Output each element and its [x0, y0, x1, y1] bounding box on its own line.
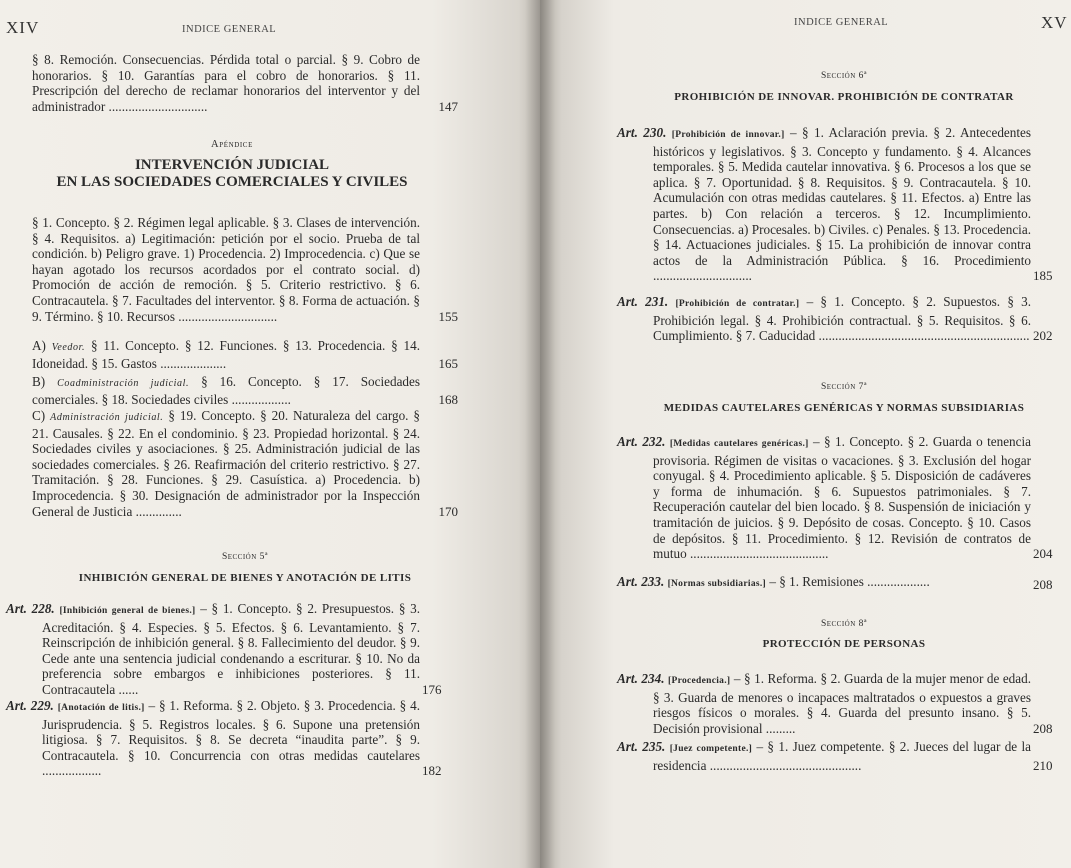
- section-title: PROHIBICIÓN DE INNOVAR. PROHIBICIÓN DE CONTRATAR: [674, 91, 1014, 103]
- appendix-label: Apéndice: [211, 139, 253, 150]
- sub-title: Veedor.: [51, 342, 86, 353]
- entry-text: – § 1. Remisiones ...................: [769, 574, 930, 589]
- section-label: Sección 7ª: [820, 382, 868, 392]
- article-number: 228.: [31, 601, 55, 616]
- article-label: Art.: [6, 601, 27, 616]
- sub-marker: C): [32, 408, 46, 423]
- article-number: 232.: [642, 434, 666, 449]
- section-label: Sección 6ª: [820, 71, 868, 81]
- entry-text: § 16. Concepto. § 17. Sociedades comerciales. § 18. Sociedades civiles ..................: [32, 374, 421, 407]
- entry-text: – § 1. Concepto. § 2. Guarda o tenencia provisoria. Régimen de visitas o vacaciones. § 3. Exclusión del hogar conyugal. § 4. Procedimiento aplicable. § 5. Disposición de cadáveres y forma de inhumación. § 6. Supuestos patrimoniales. § 7. Recuperación cautelar del bien locado. § 8. Suspensión de iniciación y tramitación de juicios. § 9. Depósito de cosas. Concepto. § 10. Casos de depósitos. § 11. Procedimiento. § 12. Revisión de contratos de mutuo ..........................................: [653, 434, 1032, 562]
- entry-text: – § 1. Concepto. § 2. Presupuestos. § 3. Acreditación. § 4. Especies. § 5. Efectos. § 6. Levantamiento. § 7. Reinscripción de inhibición general. § 8. Fallecimiento del deudor. § 9. Cede ante una sentencia judicial condenando a escriturar. § 10. No da preferencia sobre embargos e inhibiciones posteriores. § 11. Contracautela ......: [42, 601, 421, 697]
- entry-page: 155: [438, 308, 458, 324]
- section-label: Sección 8ª: [820, 619, 868, 629]
- entry-text: – § 1. Aclaración previa. § 2. Antecedentes históricos y legislativos. § 3. Concepto y fundamento. § 4. Alcances temporales. § 5. Medida cautelar innovativa. § 6. Procesos a los que se aplica. § 7. Oportunidad. § 8. Requisitos. § 9. Contracautela. § 10. Acumulación con otras medidas cautelares. § 11. Efectos. a) Entre las partes. b) Con relación a terceros. § 12. Incumplimiento. Consecuencias. a) Procesales. b) Civiles. c) Penales. § 13. Procedencia. § 14. Actuaciones judiciales. § 15. La prohibición de innovar contra actos de la Administración Pública. § 16. Procedimiento ..............................: [653, 125, 1032, 284]
- right-page: [540, 0, 1071, 868]
- entry-page: 168: [438, 391, 458, 407]
- entry-page: 165: [438, 355, 458, 371]
- sub-marker: B): [32, 374, 46, 389]
- toc-entry: Art. 231. [Prohibición de contratar.] – § 1. Concepto. § 2. Supuestos. § 3. Prohibición legal. § 4. Prohibición contractual. § 5. Requisitos. § 6. Cumplimiento. § 7. Caducidad ................................................................ 202: [617, 294, 1053, 344]
- article-label: Art.: [617, 574, 638, 589]
- toc-entry: Art. 228. [Inhibición general de bienes.] – § 1. Concepto. § 2. Presupuestos. § 3. Acreditación. § 4. Especies. § 5. Efectos. § 6. Levantamiento. § 7. Reinscripción de inhibición general. § 8. Fallecimiento del deudor. § 9. Cede ante una sentencia judicial condenando a escriturar. § 10. No da preferencia sobre embargos e inhibiciones posteriores. § 11. Contracautela ...... 176: [6, 601, 442, 697]
- section-title: MEDIDAS CAUTELARES GENÉRICAS Y NORMAS SUBSIDIARIAS: [663, 402, 1025, 414]
- toc-entry: [32, 374, 458, 407]
- entry-text: § 11. Concepto. § 12. Funciones. § 13. Procedencia. § 14. Idoneidad. § 15. Gastos ....................: [32, 338, 421, 371]
- article-number: 234.: [641, 671, 665, 686]
- toc-entry: Art. 230. [Prohibición de innovar.] – § 1. Aclaración previa. § 2. Antecedentes históricos y legislativos. § 3. Concepto y fundamento. § 4. Alcances temporales. § 5. Medida cautelar innovativa. § 6. Procesos a los que se aplica. § 7. Oportunidad. § 8. Requisitos. § 9. Contracautela. § 10. Acumulación con otras medidas cautelares. § 11. Efectos. a) Entre las partes. b) Con relación a terceros. § 12. Incumplimiento. Consecuencias. a) Procesales. b) Civiles. c) Penales. § 13. Procedencia. § 14. Actuaciones judiciales. § 15. La prohibición de innovar contra actos de la Administración Pública. § 16. Procedimiento .............................. 185: [617, 125, 1053, 284]
- article-tag: [Prohibición de innovar.]: [671, 130, 785, 140]
- appendix-title-line-2: EN LAS SOCIEDADES COMERCIALES Y CIVILES: [56, 174, 408, 190]
- running-title: INDICE GENERAL: [182, 24, 277, 35]
- article-number: 229.: [30, 698, 54, 713]
- section-title: PROTECCIÓN DE PERSONAS: [762, 638, 926, 650]
- sub-title: Administración judicial.: [50, 412, 164, 423]
- section-title: INHIBICIÓN GENERAL DE BIENES Y ANOTACIÓN DE LITIS: [78, 572, 412, 584]
- toc-entry: Art. 232. [Medidas cautelares genéricas.] – § 1. Concepto. § 2. Guarda o tenencia provisoria. Régimen de visitas o vacaciones. § 3. Exclusión del hogar conyugal. § 4. Procedimiento aplicable. § 5. Disposición de cadáveres y forma de inhumación. § 6. Supuestos patrimoniales. § 7. Recuperación cautelar del bien locado. § 8. Suspensión de iniciación y tramitación de juicios. § 9. Depósito de cosas. Concepto. § 10. Casos de depósitos. § 11. Procedimiento. § 12. Revisión de contratos de mutuo .......................................... 204: [617, 434, 1053, 562]
- page-number: XV: [1041, 13, 1068, 32]
- entry-text: – § 1. Reforma. § 2. Objeto. § 3. Procedencia. § 4. Jurisprudencia. § 5. Registros locales. § 6. Supone una pretensión litigiosa. § 7. Requisitos. § 8. Se decreta “inaudita parte”. § 9. Contracautela. § 10. Concurrencia con otras medidas cautelares ..................: [42, 698, 420, 779]
- entry-page: 147: [438, 98, 458, 114]
- article-label: Art.: [617, 434, 638, 449]
- toc-entry: [32, 215, 458, 324]
- appendix-title-line-1: INTERVENCIÓN JUDICIAL: [134, 157, 330, 173]
- toc-entry: [32, 52, 458, 114]
- toc-entry: [32, 408, 458, 519]
- entry-page: 170: [438, 503, 458, 519]
- article-tag: [Normas subsidiarias.]: [667, 579, 767, 589]
- toc-entry: Art. 234. [Procedencia.] – § 1. Reforma. § 2. Guarda de la mujer menor de edad. § 3. Guarda de menores o incapaces maltratados o expuestos a graves riesgos físicos o morales. § 4. Guarda del presunto insano. § 5. Decisión provisional ......... 208: [617, 671, 1053, 736]
- article-number: 233.: [641, 574, 665, 589]
- toc-entry: Art. 233. [Normas subsidiarias.] – § 1. Remisiones ................... 208: [617, 574, 1053, 592]
- section-label: Sección 5ª: [221, 552, 269, 562]
- book-gutter: [525, 0, 555, 868]
- article-tag: [Procedencia.]: [668, 676, 731, 686]
- running-title: INDICE GENERAL: [794, 17, 889, 28]
- entry-text: § 19. Concepto. § 20. Naturaleza del cargo. § 21. Causales. § 22. En el condominio. § 23. Propiedad horizontal. § 24. Sociedades civiles y asociaciones. § 25. Administración judicial de las sociedades comerciales. § 26. Reafirmación del criterio restrictivo. § 27. Tramitación. § 28. Funciones. § 29. Casuística. a) Procedencia. b) Improcedencia. § 30. Designación de administrador por la Inspección General de Justicia ..............: [32, 408, 421, 519]
- entry-text: – § 1. Reforma. § 2. Guarda de la mujer menor de edad. § 3. Guarda de menores o incapaces maltratados o expuestos a graves riesgos físicos o morales. § 4. Guarda del presunto insano. § 5. Decisión provisional .........: [653, 671, 1032, 736]
- article-tag: [Juez competente.]: [669, 744, 753, 754]
- article-tag: [Inhibición general de bienes.]: [59, 606, 196, 616]
- entry-text: § 1. Concepto. § 2. Régimen legal aplicable. § 3. Clases de intervención. § 4. Requisitos. a) Legitimación: petición por el socio. Prueba de tal condición. b) Peligro grave. 1) Procedencia. 2) Improcedencia. c) Que se hayan agotado los recursos acordados por el contrato social. d) Promoción de acción de remoción. § 5. Criterio restrictivo. § 6. Contracautela. § 7. Facultades del interventor. § 8. Forma de actuación. § 9. Término. § 10. Recursos ..............................: [32, 215, 420, 324]
- toc-entry: Art. 235. [Juez competente.] – § 1. Juez competente. § 2. Jueces del lugar de la residencia .............................................. 210: [617, 739, 1053, 773]
- page-number: XIV: [6, 18, 40, 37]
- article-tag: [Anotación de litis.]: [57, 703, 145, 713]
- article-label: Art.: [617, 125, 638, 140]
- article-number: 230.: [643, 125, 667, 140]
- article-number: 231.: [645, 294, 669, 309]
- entry-text: – § 1. Juez competente. § 2. Jueces del lugar de la residencia ..............................................: [653, 739, 1032, 773]
- entry-text: – § 1. Concepto. § 2. Supuestos. § 3. Prohibición legal. § 4. Prohibición contractual. § 5. Requisitos. § 6. Cumplimiento. § 7. Caducidad ................................................................: [653, 294, 1032, 344]
- article-tag: [Medidas cautelares genéricas.]: [669, 439, 809, 449]
- article-label: Art.: [617, 739, 638, 754]
- toc-entry: [32, 338, 458, 371]
- toc-entry: Art. 229. [Anotación de litis.] – § 1. Reforma. § 2. Objeto. § 3. Procedencia. § 4. Jurisprudencia. § 5. Registros locales. § 6. Supone una pretensión litigiosa. § 7. Requisitos. § 8. Se decreta “inaudita parte”. § 9. Contracautela. § 10. Concurrencia con otras medidas cautelares .................. 182: [6, 698, 442, 779]
- article-label: Art.: [617, 294, 638, 309]
- article-label: Art.: [617, 671, 638, 686]
- sub-title: Coadministración judicial.: [57, 378, 190, 389]
- article-tag: [Prohibición de contratar.]: [675, 299, 800, 309]
- article-number: 235.: [642, 739, 666, 754]
- sub-marker: A): [32, 338, 46, 353]
- article-label: Art.: [6, 698, 27, 713]
- entry-text: § 8. Remoción. Consecuencias. Pérdida total o parcial. § 9. Cobro de honorarios. § 10. Garantías para el cobro de honorarios. § 11. Prescripción del derecho de reclamar honorarios del interventor y del administrador ..............................: [32, 52, 420, 114]
